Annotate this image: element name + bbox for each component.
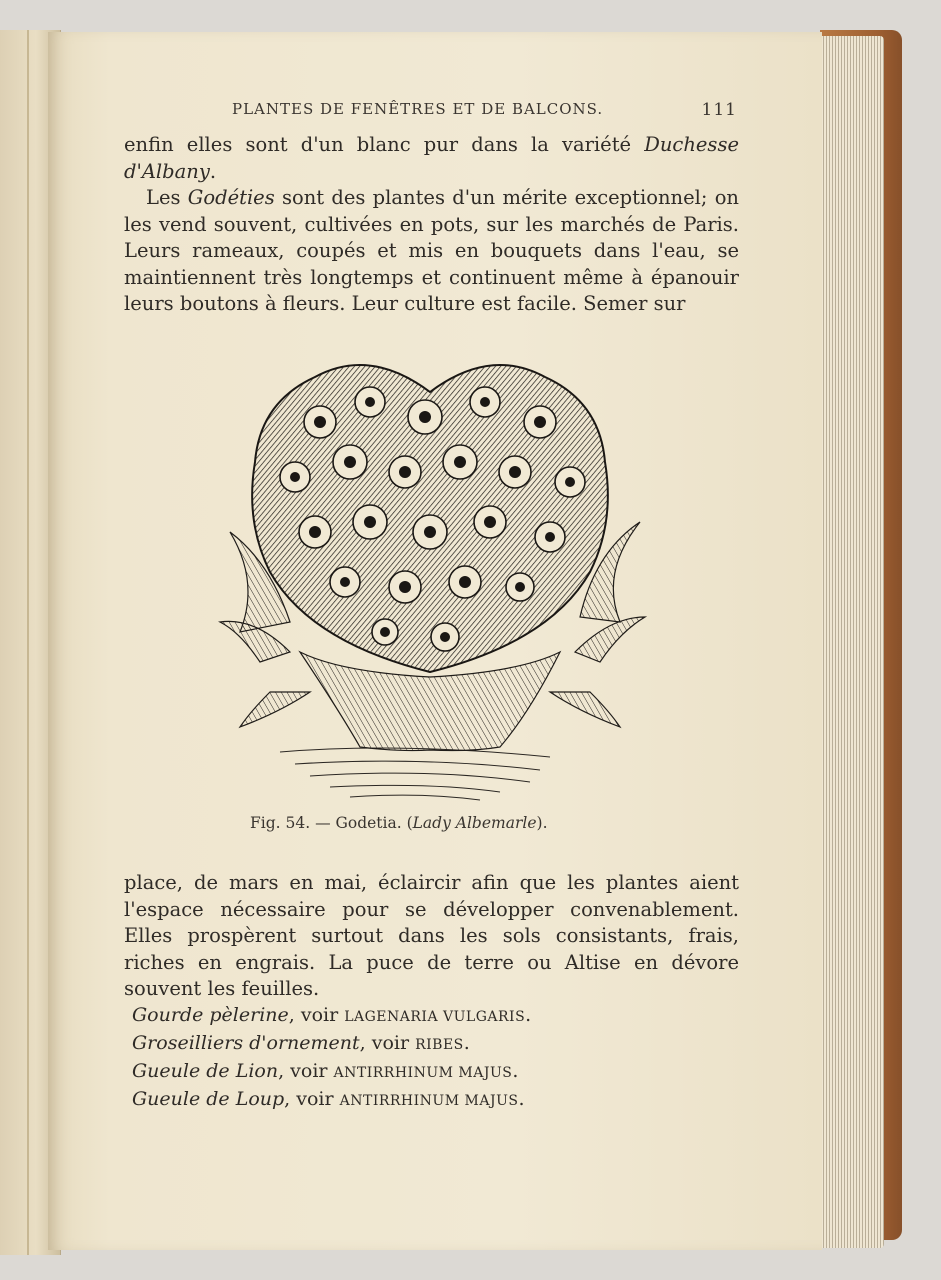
ground-hatching bbox=[280, 748, 550, 800]
list-item: Gueule de Lion, voir ANTIRRHINUM MAJUS. bbox=[132, 1060, 519, 1082]
plant-name: Godéties bbox=[187, 186, 275, 209]
list-item: Gueule de Loup, voir ANTIRRHINUM MAJUS. bbox=[132, 1088, 525, 1110]
engraving-svg bbox=[200, 332, 660, 807]
variety-name: Duchesse d'Albany bbox=[124, 133, 739, 183]
paragraph-continuation: enfin elles sont d'un blanc pur dans la variété Duchesse d'Albany. bbox=[124, 133, 739, 183]
list-item: Groseilliers d'ornement, voir RIBES. bbox=[132, 1032, 470, 1054]
bottom-text bbox=[124, 870, 739, 1003]
figure-caption: Fig. 54. — Godetia. (Lady Albemarle). bbox=[250, 814, 548, 832]
page-edges bbox=[812, 36, 884, 1248]
gutter-line bbox=[27, 30, 29, 1255]
running-head bbox=[232, 100, 737, 126]
index-entries bbox=[132, 1002, 732, 1114]
paragraph-culture: place, de mars en mai, éclaircir afin que les plantes aient l'espace nécessaire pour se développer convenablement. Elles prospèrent surtout dans les sols consistants, frais, riches en engrais. La puce de terre ou Altise en dévore souvent les feuilles. bbox=[124, 871, 739, 1000]
paragraph-godeties: Les Godéties sont des plantes d'un mérite exceptionnel; on les vend souvent, cultivées en pots, sur les marchés de Paris. Leurs rameaux, coupés et mis en bouquets dans l'eau, se maintiennent très longtemps et continuent même à épanouir leurs boutons à fleurs. Leur culture est facile. Semer sur bbox=[124, 186, 739, 315]
top-text bbox=[124, 132, 739, 318]
list-item: Gourde pèlerine, voir LAGENARIA VULGARIS. bbox=[132, 1004, 532, 1026]
running-title: PLANTES DE FENÊTRES ET DE BALCONS. bbox=[232, 100, 604, 118]
page-number: 111 bbox=[701, 100, 737, 120]
godetia-engraving bbox=[200, 332, 660, 807]
caption-variety: Lady Albemarle bbox=[412, 814, 537, 832]
